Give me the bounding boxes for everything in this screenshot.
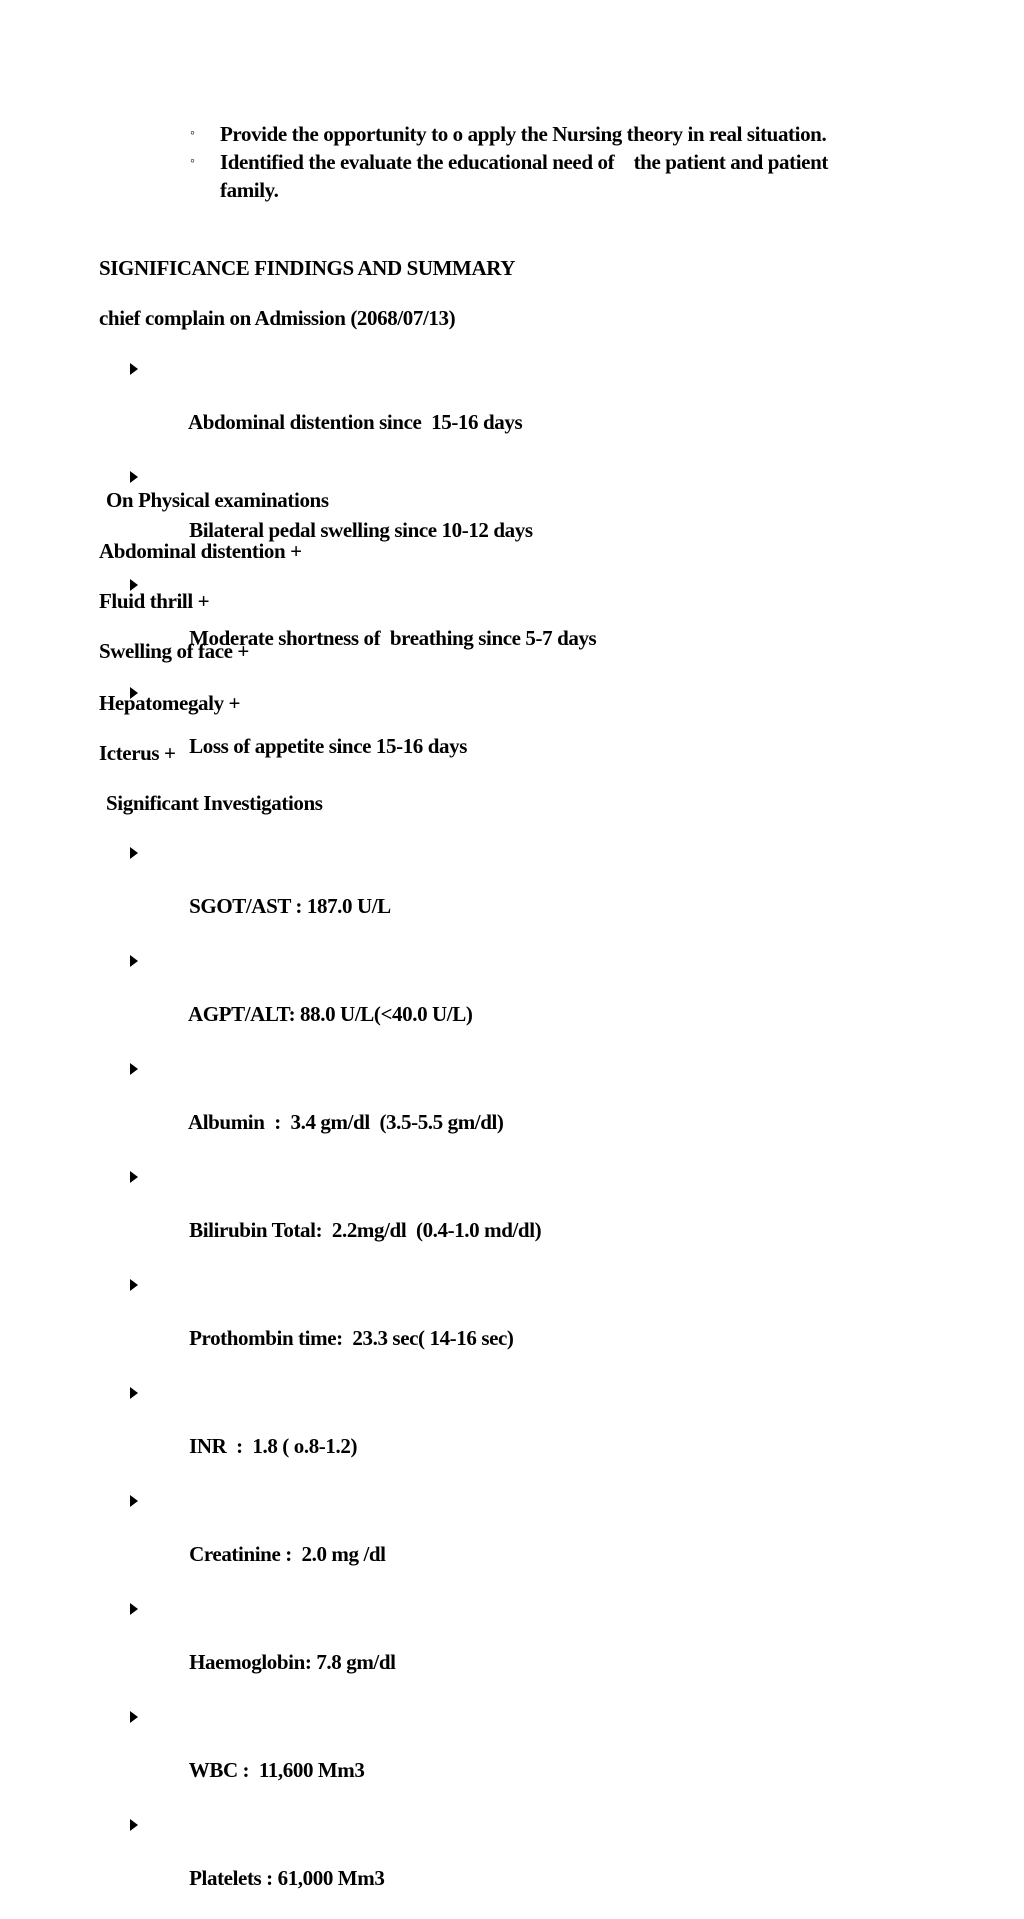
triangle-bullet-icon xyxy=(130,1063,138,1075)
chief-complaint-heading: chief complain on Admission (2068/07/13) xyxy=(99,306,456,330)
investigation-text: INR : 1.8 ( o.8-1.2) xyxy=(189,1434,358,1458)
list-item xyxy=(130,1055,541,1163)
circle-bullet-icon: ◦ xyxy=(190,126,195,141)
list-item xyxy=(130,1379,541,1487)
triangle-bullet-icon xyxy=(130,1495,138,1507)
section-title: SIGNIFICANCE FINDINGS AND SUMMARY xyxy=(99,256,516,280)
complaint-text: Bilateral pedal swelling since 10-12 days xyxy=(189,518,533,542)
triangle-bullet-icon xyxy=(130,1819,138,1831)
objective-text: Identified the evaluate the educational need of the patient and patient family. xyxy=(220,150,833,202)
investigation-text: SGOT/AST : 187.0 U/L xyxy=(189,894,391,918)
list-item xyxy=(190,148,870,204)
objective-text: Provide the opportunity to o apply the Nursing theory in real situation. xyxy=(220,122,827,146)
list-item xyxy=(130,1811,541,1919)
physical-finding: Hepatomegaly + xyxy=(99,691,241,715)
investigation-text: Creatinine : 2.0 mg /dl xyxy=(189,1542,386,1566)
physical-exam-heading: On Physical examinations xyxy=(106,488,329,512)
investigation-text: WBC : 11,600 Mm3 xyxy=(188,1758,365,1782)
list-item xyxy=(130,947,541,1055)
physical-finding: Fluid thrill + xyxy=(99,589,210,613)
triangle-bullet-icon xyxy=(130,471,138,483)
list-item xyxy=(130,1595,541,1703)
investigation-text: AGPT/ALT: 88.0 U/L(<40.0 U/L) xyxy=(187,1002,473,1026)
triangle-bullet-icon xyxy=(130,1279,138,1291)
list-item xyxy=(130,1163,541,1271)
triangle-bullet-icon xyxy=(130,1171,138,1183)
triangle-bullet-icon xyxy=(130,847,138,859)
complaints-list xyxy=(130,355,596,787)
complaint-text: Moderate shortness of breathing since 5-7 days xyxy=(189,626,597,650)
physical-finding: Swelling of face + xyxy=(99,639,249,663)
investigation-text: Haemoglobin: 7.8 gm/dl xyxy=(189,1650,396,1674)
investigations-heading: Significant Investigations xyxy=(106,791,323,815)
investigation-text: Albumin : 3.4 gm/dl (3.5-5.5 gm/dl) xyxy=(187,1110,504,1134)
physical-finding: Abdominal distention + xyxy=(99,539,302,563)
triangle-bullet-icon xyxy=(130,1711,138,1723)
list-item xyxy=(130,1271,541,1379)
physical-finding: Icterus + xyxy=(99,741,176,765)
investigation-text: Bilirubin Total: 2.2mg/dl (0.4-1.0 md/dl) xyxy=(189,1218,542,1242)
list-item xyxy=(130,839,541,947)
objectives-list xyxy=(190,120,870,204)
complaint-text: Abdominal distention since 15-16 days xyxy=(187,410,523,434)
investigation-text: Platelets : 61,000 Mm3 xyxy=(189,1866,385,1890)
investigation-text: Prothombin time: 23.3 sec( 14-16 sec) xyxy=(189,1326,514,1350)
list-item xyxy=(130,1487,541,1595)
circle-bullet-icon: ◦ xyxy=(190,154,195,169)
list-item xyxy=(190,120,870,148)
triangle-bullet-icon xyxy=(130,955,138,967)
triangle-bullet-icon xyxy=(130,1603,138,1615)
investigations-list xyxy=(130,839,541,1919)
list-item xyxy=(130,1703,541,1811)
complaint-text: Loss of appetite since 15-16 days xyxy=(189,734,467,758)
triangle-bullet-icon xyxy=(130,363,138,375)
triangle-bullet-icon xyxy=(130,1387,138,1399)
list-item xyxy=(130,355,596,463)
